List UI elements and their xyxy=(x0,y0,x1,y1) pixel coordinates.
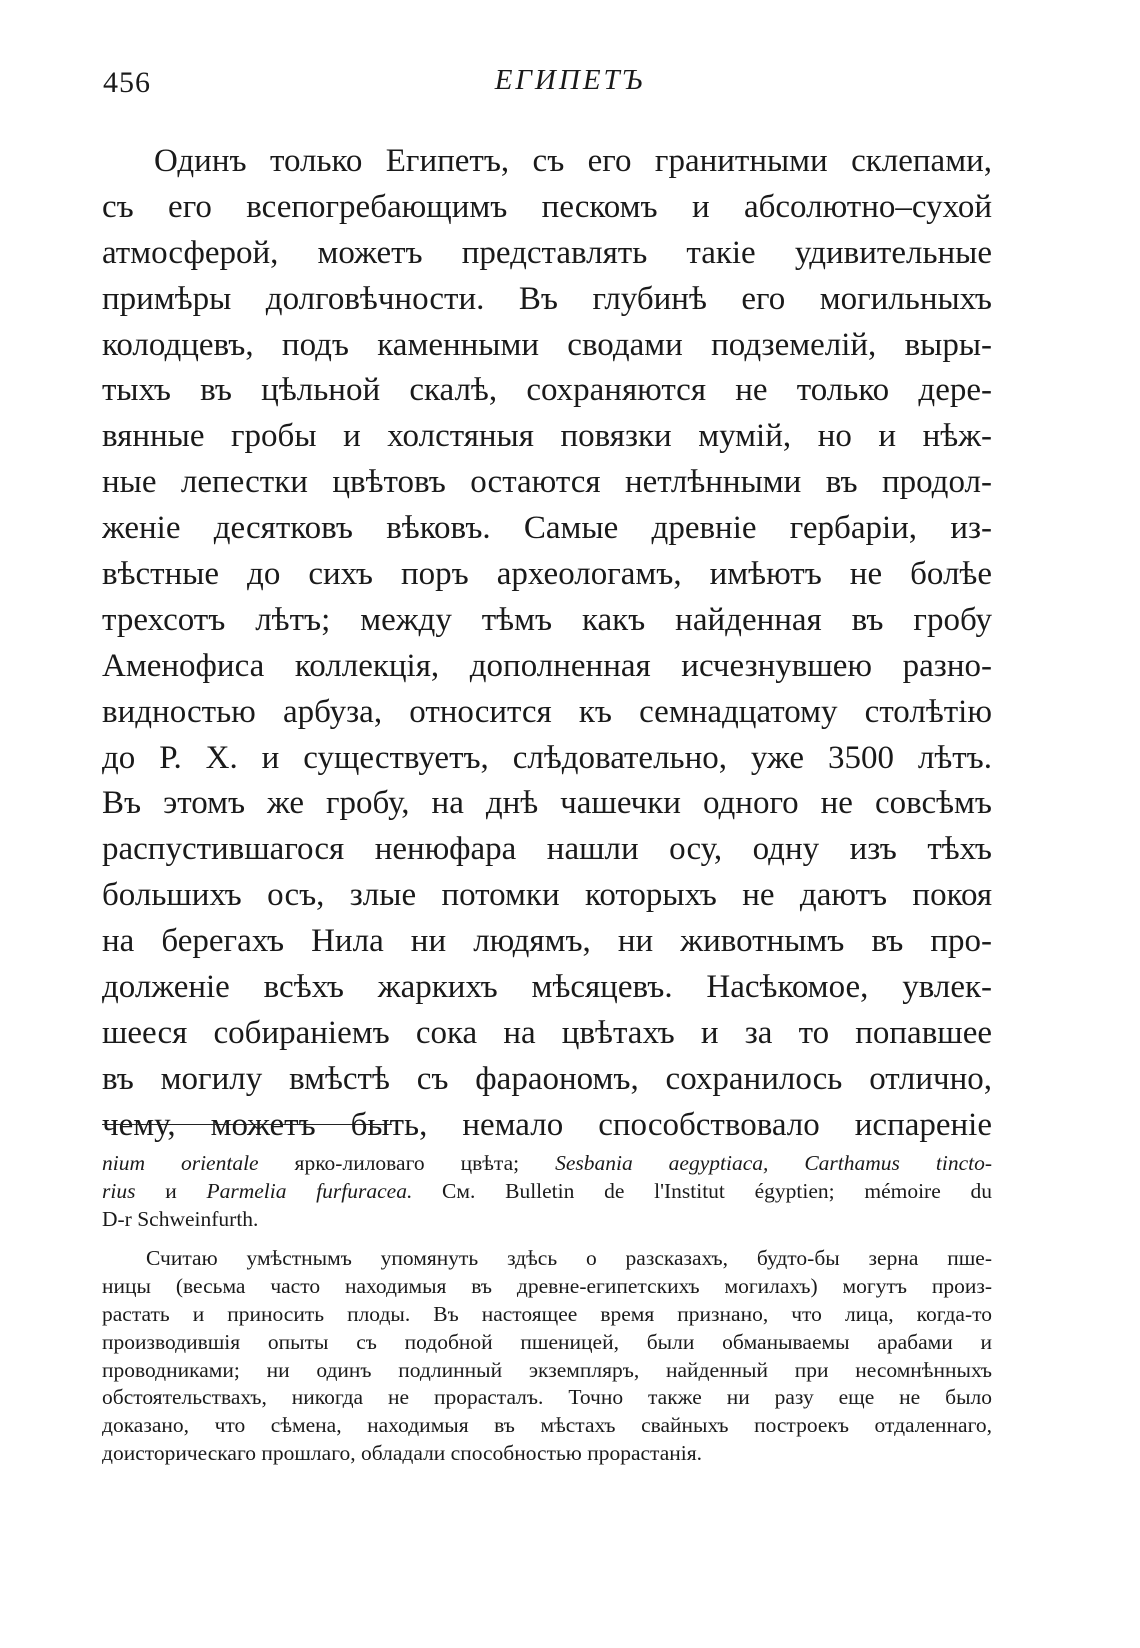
footnote-line: растать и приносить плоды. Въ настоящее время признано, что лица, когда-то xyxy=(102,1301,992,1326)
footnote-line xyxy=(102,1178,992,1206)
species-name: rius xyxy=(102,1178,136,1203)
footnote-line: доказано, что сѣмена, находимыя въ мѣстахъ свайныхъ построекъ отдаленнаго, xyxy=(102,1413,992,1438)
footnote-continued xyxy=(102,1150,992,1233)
footnote-note xyxy=(102,1245,992,1467)
footnote-line: проводниками; ни одинъ подлинный экземпляръ, найденный при несомнѣнныхъ xyxy=(102,1357,992,1382)
species-name: Parmelia furfuracea. xyxy=(206,1178,413,1203)
body-line: тыхъ въ цѣльной скалѣ, сохраняются не только дере- xyxy=(102,372,992,409)
body-line: ные лепестки цвѣтовъ остаются нетлѣнными въ продол- xyxy=(102,464,992,501)
footnote-divider xyxy=(102,1124,392,1125)
footnote-line: Считаю умѣстнымъ упомянуть здѣсь о разсказахъ, будто-бы зерна пше- xyxy=(146,1246,992,1271)
body-line: колодцевъ, подъ каменными сводами подземелій, выры- xyxy=(102,326,992,363)
species-name: nium orientale xyxy=(102,1151,259,1175)
body-line: до Р. Х. и существуетъ, слѣдовательно, уже 3500 лѣтъ. xyxy=(102,739,992,776)
body-line: женіе десятковъ вѣковъ. Самые древніе гербаріи, из- xyxy=(102,510,992,547)
body-line: Въ этомъ же гробу, на днѣ чашечки одного не совсѣмъ xyxy=(102,785,992,822)
body-line: съ его всепогребающимъ пескомъ и абсолютно–сухой xyxy=(102,188,992,225)
body-line: атмосферой, можетъ представлять такіе удивительные xyxy=(102,234,992,271)
body-line: чему, можетъ быть, немало способствовало испареніе xyxy=(102,1106,992,1143)
footnotes xyxy=(102,1150,992,1468)
body-line: трехсотъ лѣтъ; между тѣмъ какъ найденная въ гробу xyxy=(102,601,992,638)
footnote-text: ярко-лиловаго цвѣта; xyxy=(258,1151,556,1175)
body-line: видностью арбуза, относится къ семнадцатому столѣтію xyxy=(102,693,992,730)
body-line: Аменофиса коллекція, дополненная исчезнувшею разно- xyxy=(102,647,992,684)
footnote-text: См. Bulletin de l'Institut égyptien; mémoire du xyxy=(412,1178,992,1203)
body-line: вянные гробы и холстяныя повязки мумій, но и нѣж- xyxy=(102,418,992,455)
footnote-line: D-r Schweinfurth. xyxy=(102,1206,259,1231)
footnote-line: доисторическаго прошлаго, обладали способностью прорастанія. xyxy=(102,1440,703,1465)
footnote-line xyxy=(102,1150,992,1178)
body-line: Одинъ только Египетъ, съ его гранитными склепами, xyxy=(154,143,992,179)
footnote-line: производившія опыты съ подобной пшеницей, были обманываемы арабами и xyxy=(102,1329,992,1354)
body-line: распустившагося ненюфара нашли осу, одну изъ тѣхъ xyxy=(102,831,992,868)
species-name: Sesbania aegyptiaca, Carthamus tincto- xyxy=(555,1151,992,1175)
footnote-line: обстоятельствахъ, никогда не прорасталъ. Точно также ни разу еще не было xyxy=(102,1385,992,1410)
body-line: на берегахъ Нила ни людямъ, ни животнымъ въ про- xyxy=(102,923,992,960)
body-line: вѣстные до сихъ поръ археологамъ, имѣютъ не болѣе xyxy=(102,556,992,593)
footnote-text: и xyxy=(135,1178,207,1203)
body-line: шееся собираніемъ сока на цвѣтахъ и за то попавшее xyxy=(102,1014,992,1051)
body-line: долженіе всѣхъ жаркихъ мѣсяцевъ. Насѣкомое, увлек- xyxy=(102,969,992,1006)
page-number: 456 xyxy=(103,66,151,99)
footnote-line: ницы (весьма часто находимыя въ древне-египетскихъ могилахъ) могутъ произ- xyxy=(102,1274,992,1299)
body-line: примѣры долговѣчности. Въ глубинѣ его могильныхъ xyxy=(102,280,992,317)
body-text xyxy=(102,139,992,1149)
body-line: большихъ осъ, злые потомки которыхъ не даютъ покоя xyxy=(102,877,992,914)
body-line: въ могилу вмѣстѣ съ фараономъ, сохранилось отлично, xyxy=(102,1060,992,1097)
running-title: ЕГИПЕТЪ xyxy=(494,64,646,96)
